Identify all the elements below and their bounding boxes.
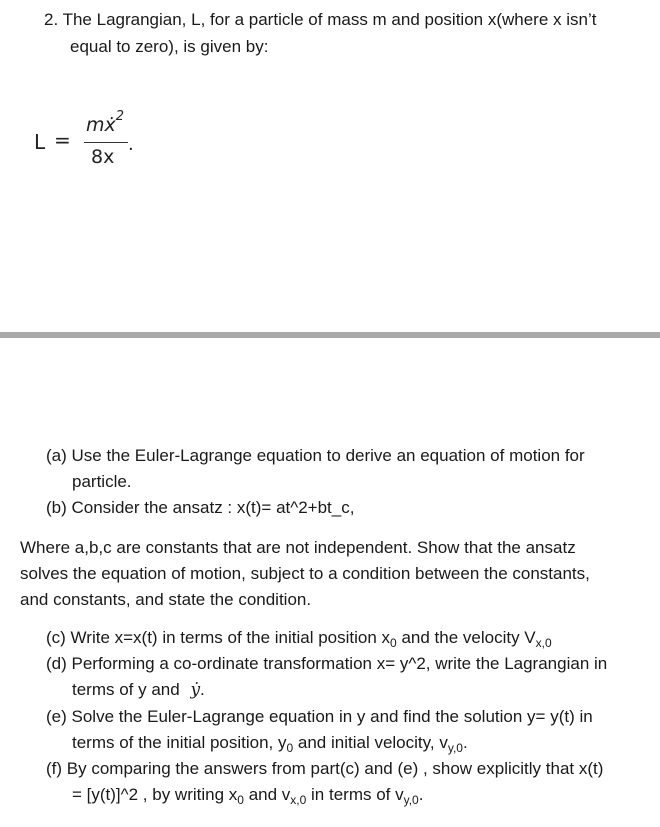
part-d-text: terms of y and bbox=[72, 680, 185, 699]
part-f-text-mid2: in terms of v bbox=[306, 785, 404, 804]
part-c-text: (c) Write x=x(t) in terms of the initial position x bbox=[46, 628, 391, 647]
part-f-line-1: (f) By comparing the answers from part(c) and (e) , show explicitly that x(t) bbox=[46, 759, 604, 778]
question-line-2: equal to zero), is given by: bbox=[70, 37, 269, 56]
part-a-line-2: particle. bbox=[72, 472, 132, 491]
part-f-text-mid: and v bbox=[243, 785, 291, 804]
part-f-period: . bbox=[418, 785, 424, 804]
part-e-text-mid: and initial velocity, v bbox=[293, 733, 448, 752]
part-a-line-1: (a) Use the Euler-Lagrange equation to derive an equation of motion for bbox=[46, 446, 585, 465]
y-dot-symbol: ẏ bbox=[190, 680, 201, 700]
part-f-sub-vy0: y,0 bbox=[403, 793, 419, 807]
equation-period: . bbox=[128, 134, 134, 155]
denominator: 8x bbox=[91, 146, 115, 168]
equals-sign: = bbox=[54, 128, 71, 152]
part-f-line-2 bbox=[72, 784, 423, 807]
part-e-line-1: (e) Solve the Euler-Lagrange equation in y and find the solution y= y(t) in bbox=[46, 707, 593, 726]
numerator-text: mẋ bbox=[86, 114, 116, 136]
part-e-sub-y0: 0 bbox=[286, 741, 294, 755]
part-c-text-mid: and the velocity V bbox=[396, 628, 536, 647]
where-line-1: Where a,b,c are constants that are not independent. Show that the ansatz bbox=[20, 538, 576, 557]
part-e-period: . bbox=[462, 733, 468, 752]
where-line-3: and constants, and state the condition. bbox=[20, 590, 312, 609]
section-divider bbox=[0, 332, 660, 338]
part-b-line-1: (b) Consider the ansatz : x(t)= at^2+bt_c, bbox=[46, 498, 355, 517]
part-e-text: terms of the initial position, y bbox=[72, 733, 287, 752]
part-e-sub-vy0: y,0 bbox=[447, 741, 463, 755]
part-f-sub-vx0: x,0 bbox=[290, 793, 307, 807]
numerator-exponent: 2 bbox=[115, 108, 125, 124]
fraction-bar bbox=[84, 142, 128, 143]
lagrangian-symbol: L bbox=[34, 130, 46, 154]
part-d-period: . bbox=[200, 680, 205, 699]
where-line-2: solves the equation of motion, subject to a condition between the constants, bbox=[20, 564, 590, 583]
question-line-1: 2. The Lagrangian, L, for a particle of mass m and position x(where x isn’t bbox=[44, 10, 597, 29]
part-f-text: = [y(t)]^2 , by writing x bbox=[72, 785, 238, 804]
part-e-line-2 bbox=[72, 732, 468, 755]
part-c-sub-x0: 0 bbox=[390, 636, 397, 650]
part-f-sub-x0: 0 bbox=[237, 793, 244, 807]
numerator bbox=[86, 108, 125, 136]
part-d-line-1: (d) Performing a co-ordinate transformation x= y^2, write the Lagrangian in bbox=[46, 654, 608, 673]
part-c-line-1 bbox=[46, 627, 552, 650]
part-c-sub-vx0: x,0 bbox=[535, 636, 552, 650]
part-d-line-2 bbox=[72, 679, 205, 701]
